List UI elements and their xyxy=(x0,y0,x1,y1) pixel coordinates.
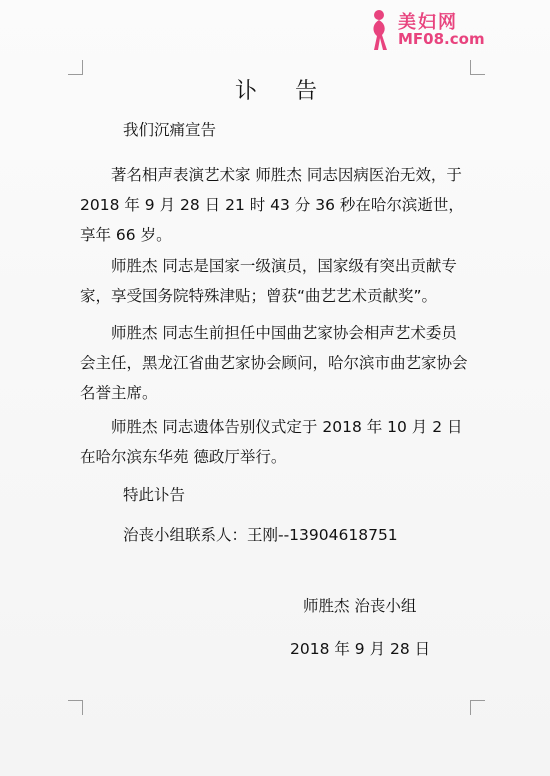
crop-mark-bottom-right xyxy=(470,700,485,715)
crop-mark-bottom-left xyxy=(68,700,83,715)
crop-mark-top-left xyxy=(68,60,83,75)
paragraph-3: 师胜杰 同志生前担任中国曲艺家协会相声艺术委员会主任，黑龙江省曲艺家协会顾问，哈尔滨市曲艺家协会名誉主席。 xyxy=(80,324,468,402)
watermark-site-url: MF08.com xyxy=(398,30,485,48)
crop-mark-top-right xyxy=(470,60,485,75)
paragraph-4: 师胜杰 同志遗体告别仪式定于 2018 年 10 月 2 日在哈尔滨东华苑 德政厅举行。 xyxy=(80,418,463,466)
watermark xyxy=(364,8,534,52)
opening-line: 我们沉痛宣告 xyxy=(123,121,217,139)
figure-logo-icon xyxy=(364,8,394,52)
paragraph-1: 著名相声表演艺术家 师胜杰 同志因病医治无效，于 2018 年 9 月 28 日 21 时 43 分 36 秒在哈尔滨逝世，享年 66 岁。 xyxy=(80,166,464,244)
contact-line: 治丧小组联系人：王刚--13904618751 xyxy=(123,526,398,544)
signature-organization: 师胜杰 治丧小组 xyxy=(303,597,417,615)
watermark-site-name: 美妇网 xyxy=(398,12,458,33)
closing-line: 特此讣告 xyxy=(123,486,186,504)
document-title: 讣告 xyxy=(234,79,355,104)
paragraph-2: 师胜杰 同志是国家一级演员，国家级有突出贡献专家，享受国务院特殊津贴；曾获“曲艺艺术贡献奖”。 xyxy=(80,257,457,305)
signature-date: 2018 年 9 月 28 日 xyxy=(290,640,431,658)
